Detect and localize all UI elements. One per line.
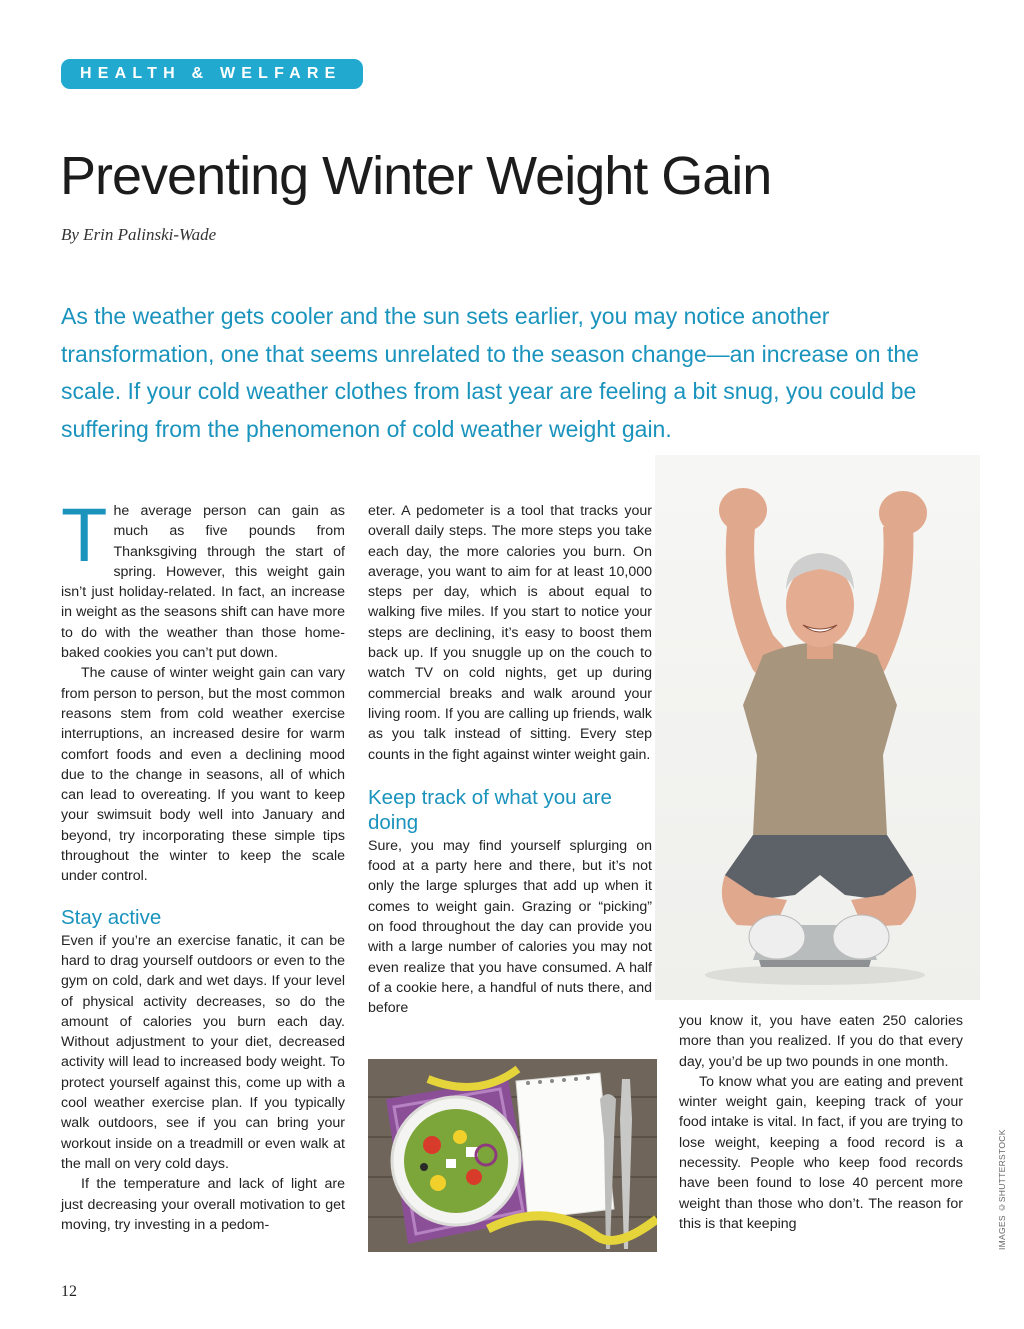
- page-number: 12: [61, 1283, 77, 1300]
- paragraph: The average person can gain as much as five pounds from Thanksgiving through the start of spring. However, this weight gain isn’t just holiday-related. In fact, an increase in weight as the seasons shift can have more to do with the weather than those home-baked cookies you can’t put down.: [61, 493, 345, 662]
- paragraph: eter. A pedometer is a tool that tracks your overall daily steps. The more steps you take each day, the more calories you burn. On average, you want to aim for at least 10,000 steps per day, which is about equal to walking five miles. If you start to notice your steps are declining, it’s easy to boost them back up. If you snuggle up on the couch to watch TV on cold nights, get up during commercial breaks and walk around your living room. If you are calling up friends, walk as you talk instead of sitting. Every step counts in the fight against winter weight gain.: [368, 503, 652, 763]
- subheading-stay-active: Stay active: [61, 905, 162, 929]
- photo-man-on-scale: [655, 455, 980, 1000]
- photo-salad-notepad: [368, 1059, 657, 1252]
- paragraph: Even if you’re an exercise fanatic, it can be hard to drag yourself outdoors or even to the gym on cold, dark and wet days. If your level of physical activity decreases, so do the amount of calories you burn each day. Without adjustment to your diet, decreased activity will lead to increased body weight. To protect yourself against this, come up with a cool weather exercise plan. If you typically walk outdoors, see if you can bring your workout inside on a treadmill or even walk at the mall on very cold days.: [61, 932, 345, 1172]
- drop-cap: T: [61, 493, 108, 578]
- text-column-2: [368, 501, 652, 1019]
- paragraph: If the temperature and lack of light are just decreasing your overall motivation to get moving, try investing in a pedom-: [61, 1176, 345, 1233]
- paragraph: Sure, you may find yourself splurging on food at a party here and there, but it’s not only the large splurges that add up when it comes to weight gain. Grazing or “picking” on food throughout the day can provide you with a large number of calories you may not even realize that you have consumed. A half of a cookie here, a handful of nuts there, and before: [368, 837, 652, 1017]
- article-title: Preventing Winter Weight Gain: [60, 146, 772, 206]
- subheading-keep-track: Keep track of what you are doing: [368, 785, 612, 834]
- byline: By Erin Palinski-Wade: [61, 225, 217, 244]
- text-column-3: [679, 1011, 963, 1234]
- section-tag: HEALTH & WELFARE: [61, 59, 363, 89]
- text-column-1: [61, 493, 345, 1235]
- article-deck: As the weather gets cooler and the sun sets earlier, you may notice another transformation, one that seems unrelated to the season change—an increase on the scale. If your cold weather clothes from last year are feeling a bit snug, you could be suffering from the phenomenon of cold weather weight gain.: [61, 303, 919, 442]
- paragraph: The cause of winter weight gain can vary from person to person, but the most common reasons stem from cold weather exercise interruptions, an increased desire for warm comfort foods and even a declining mood due to the change in seasons, all of which can lead to overeating. If you want to keep your swimsuit body well into January and beyond, try incorporating these simple tips throughout the winter to keep the scale under control.: [61, 665, 345, 885]
- paragraph: To know what you are eating and prevent winter weight gain, keeping track of your food intake is vital. In fact, if you are trying to lose weight, keeping a food record is a necessity. People who keep food records have been found to lose 40 percent more weight than those who don’t. The reason for this is that keeping: [679, 1073, 963, 1232]
- paragraph: you know it, you have eaten 250 calories more than you realized. If you do that every day, you’d be up two pounds in one month.: [679, 1013, 963, 1070]
- photo-credit: IMAGES ©SHUTTERSTOCK: [997, 1129, 1007, 1250]
